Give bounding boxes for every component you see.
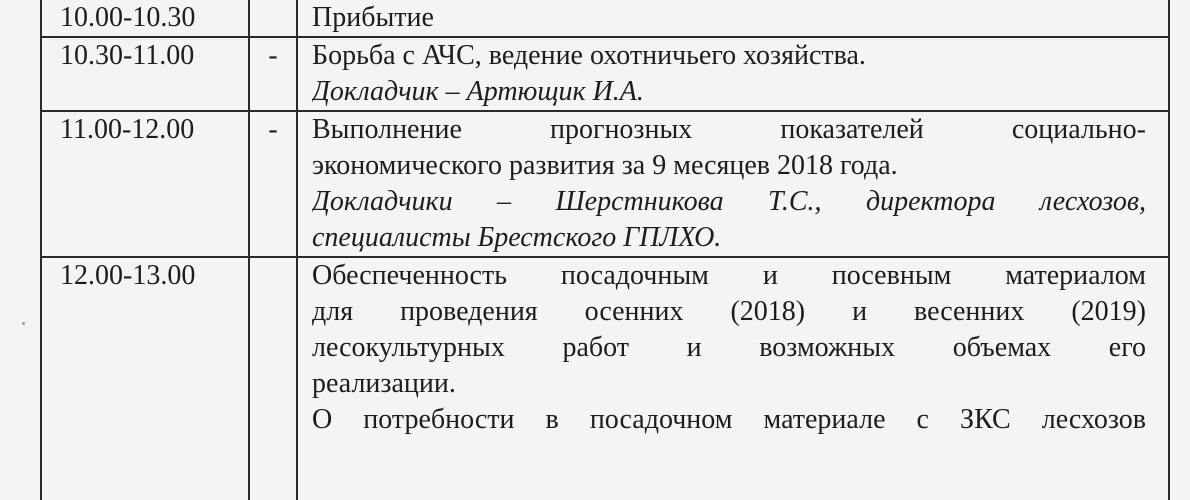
spacer-line [312,438,1146,474]
time-cell [41,257,249,500]
agenda-row [41,111,1169,257]
topic-line: Выполнение прогнозных показателей социально- [312,114,1146,145]
topic-cell [297,37,1169,111]
topic-line: для проведения осенних (2018) и весенних (2019) [312,296,1146,327]
dash-text: - [268,40,278,71]
time-text: 11.00-12.00 [60,114,195,145]
topic-line: реализации. [312,368,456,399]
dash-text: - [268,114,278,145]
topic-line: Борьба с АЧС, ведение охотничьего хозяйства. [312,40,866,71]
speaker-line: специалисты Брестского ГПЛХО. [312,222,722,253]
topic-cell [297,0,1169,37]
agenda-table [40,0,1170,500]
time-cell [41,0,249,37]
speaker-line: Докладчик – Артющик И.А. [312,76,644,107]
dash-cell [249,111,297,257]
dash-cell [249,37,297,111]
margin-speck [22,322,25,325]
topic-line: экономического развития за 9 месяцев 2018 года. [312,150,898,181]
topic-cell [297,111,1169,257]
agenda-row [41,257,1169,500]
topic-line: Прибытие [312,2,434,33]
agenda-row [41,37,1169,111]
topic-line: О потребности в посадочном материале с ЗКС лесхозов [312,404,1146,435]
topic-line: Обеспеченность посадочным и посевным материалом [312,260,1146,291]
topic-line: лесокультурных работ и возможных объемах его [312,332,1146,363]
agenda-row [41,0,1169,37]
dash-cell [249,0,297,37]
speaker-line: Докладчики – Шерстникова Т.С., директора лесхозов, [312,186,1146,217]
dash-cell [249,257,297,500]
topic-cell [297,257,1169,500]
time-text: 10.00-10.30 [60,2,196,33]
time-text: 10.30-11.00 [60,40,195,71]
time-cell [41,111,249,257]
time-text: 12.00-13.00 [60,260,196,291]
spacer-line [312,474,1146,500]
time-cell [41,37,249,111]
